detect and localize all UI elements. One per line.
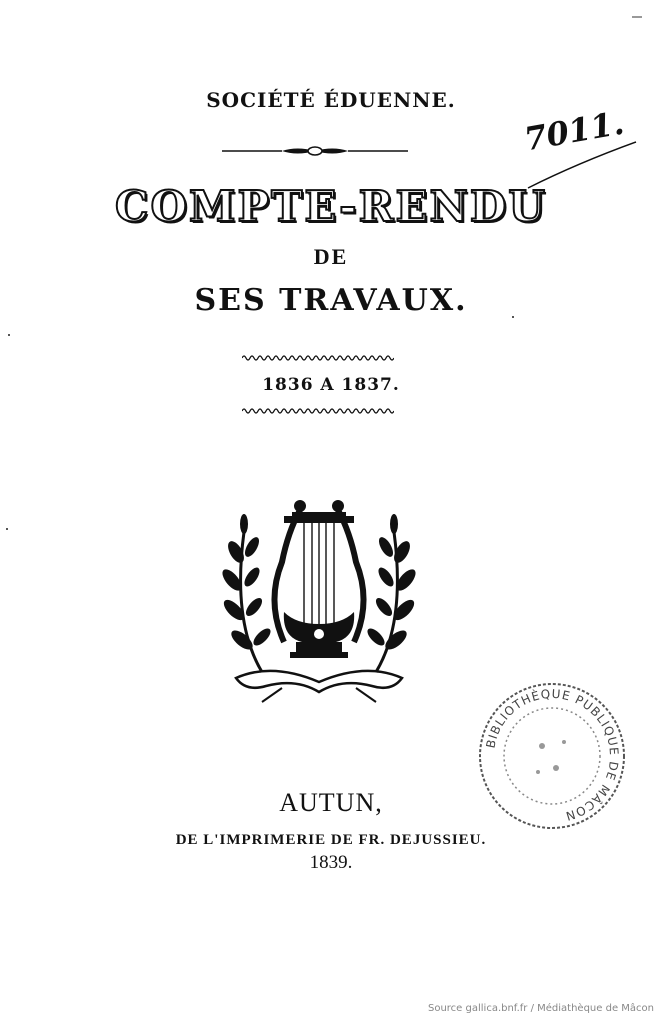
imprint-printer: DE L'IMPRIMERIE DE FR. DEJUSSIEU. bbox=[175, 832, 487, 848]
handwritten-number: 7011. bbox=[521, 103, 627, 159]
society-name: SOCIÉTÉ ÉDUENNE. bbox=[206, 88, 456, 112]
speck bbox=[8, 334, 10, 336]
speck bbox=[512, 316, 514, 318]
source-attribution: Source gallica.bnf.fr / Médiathèque de Mâcon bbox=[427, 1003, 654, 1014]
title-subtitle: SES TRAVAUX. bbox=[194, 283, 468, 318]
imprint-year: 1839. bbox=[309, 852, 353, 873]
speck bbox=[6, 528, 8, 530]
wavy-rule-top bbox=[242, 354, 394, 362]
title-de: DE bbox=[313, 244, 349, 269]
wavy-rule-bottom bbox=[242, 407, 394, 415]
years-range: 1836 A 1837. bbox=[262, 375, 400, 395]
imprint-city: AUTUN, bbox=[279, 788, 383, 817]
lyre-with-laurel-wreath-icon bbox=[222, 492, 416, 704]
ornamental-rule bbox=[222, 144, 408, 158]
stamp-text: BIBLIOTHÈQUE PUBLIQUE DE MÂCON bbox=[483, 686, 622, 824]
speck bbox=[632, 16, 642, 18]
title-main: COMPTE-RENDU bbox=[115, 182, 547, 231]
